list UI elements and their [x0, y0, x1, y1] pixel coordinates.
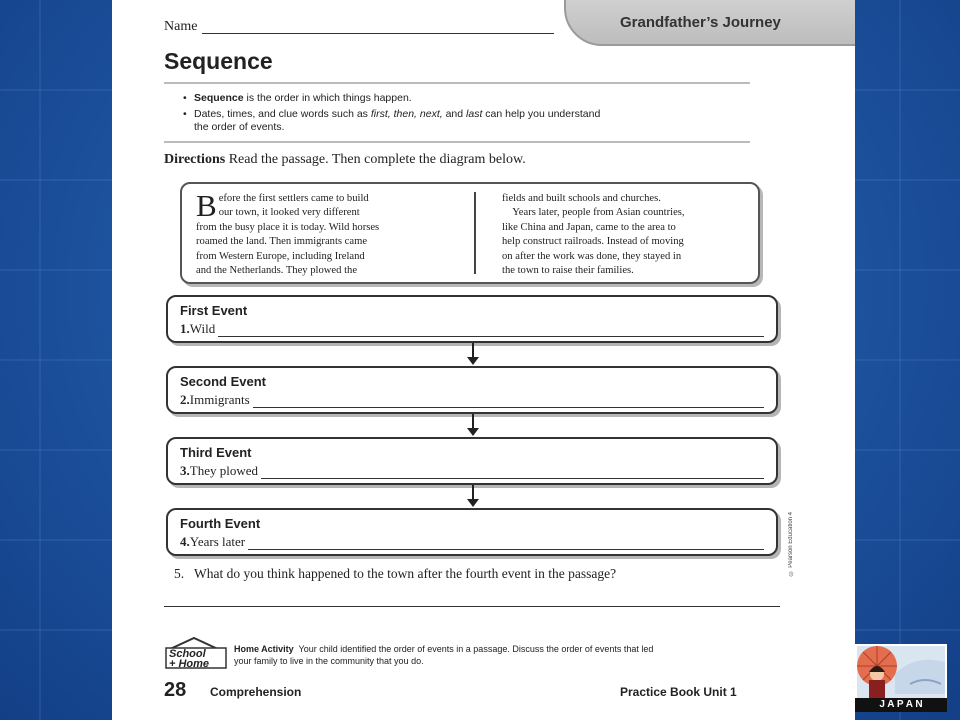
- logo-text-school: School: [169, 648, 206, 660]
- bullet-2-prefix: Dates, times, and clue words such as: [194, 108, 371, 120]
- japan-caption: J A P A N: [879, 699, 923, 710]
- home-activity-text-2: your family to live in the community that you do.: [234, 656, 424, 666]
- answer-blank[interactable]: [248, 537, 764, 550]
- passage-line: Years later, people from Asian countries,: [502, 207, 685, 219]
- clue-word-last: last: [466, 108, 483, 120]
- passage-line: help construct railroads. Instead of moving: [502, 236, 684, 248]
- event-number: 1.: [180, 321, 190, 336]
- event-box-fourth: [166, 508, 778, 556]
- page-number: 28: [164, 679, 187, 701]
- home-activity-label: Home Activity: [234, 644, 294, 654]
- logo-text-home: + Home: [169, 658, 210, 670]
- rule-top: [164, 82, 750, 84]
- page-heading: Sequence: [164, 48, 273, 74]
- event-title: First Event: [180, 303, 248, 318]
- event-starter: Wild: [189, 321, 216, 336]
- bullet-1: [194, 92, 754, 105]
- passage-box: [180, 182, 760, 284]
- passage-line: efore the first settlers came to build: [218, 193, 369, 204]
- event-box-second: [166, 366, 778, 414]
- passage-line: our town, it looked very different: [218, 207, 360, 219]
- clue-word-then: then,: [393, 108, 417, 120]
- event-number: 2.: [180, 392, 190, 407]
- passage-line: roamed the land. Then immigrants came: [196, 236, 368, 248]
- event-number: 3.: [180, 463, 190, 478]
- answer-blank[interactable]: [218, 324, 764, 337]
- passage-line: like China and Japan, came to the area to: [502, 221, 676, 233]
- home-activity: [234, 643, 764, 667]
- question-5-answer-line[interactable]: [164, 606, 780, 607]
- event-title: Fourth Event: [180, 516, 261, 531]
- passage-left-column: [196, 188, 458, 278]
- copyright: © Pearson Education 4: [788, 512, 794, 576]
- clue-word-next: next,: [419, 108, 443, 120]
- passage-line: the town to raise their families.: [502, 265, 634, 277]
- event-answer-line[interactable]: [180, 534, 764, 550]
- event-answer-line[interactable]: [180, 321, 764, 337]
- passage-line: from the busy place it is today. Wild horses: [196, 221, 380, 233]
- directions-text: Read the passage. Then complete the diagram below.: [225, 152, 526, 167]
- arrow-down-icon: [467, 414, 479, 438]
- directions-label: Directions: [164, 152, 226, 167]
- bullet-1-term: Sequence: [194, 92, 244, 104]
- answer-blank[interactable]: [261, 466, 764, 479]
- passage-right-column: [502, 192, 752, 278]
- event-starter: Years later: [189, 534, 246, 549]
- clue-word-first: first,: [370, 108, 391, 120]
- event-number: 4.: [180, 534, 190, 549]
- drop-cap: B: [196, 188, 217, 223]
- event-starter: Immigrants: [189, 392, 250, 407]
- passage-divider: [474, 192, 476, 274]
- bullet-2-sep-3: and: [442, 108, 467, 120]
- passage-line: and the Netherlands. They plowed the: [196, 265, 358, 277]
- question-5: 5. What do you think happened to the town after the fourth event in the passage?: [174, 566, 617, 581]
- event-answer-line[interactable]: [180, 392, 764, 408]
- section-label: Comprehension: [210, 685, 302, 699]
- tab-title: Grandfather’s Journey: [620, 14, 781, 31]
- bullet-2-line-2: the order of events.: [194, 121, 285, 133]
- worksheet-page: [112, 0, 855, 720]
- bullet-1-text: is the order in which things happen.: [243, 92, 412, 104]
- event-box-third: [166, 437, 778, 485]
- japan-corner-image: [855, 644, 947, 712]
- bullet-2: [194, 108, 754, 134]
- answer-blank[interactable]: [253, 395, 764, 408]
- event-answer-line[interactable]: [180, 463, 764, 479]
- home-activity-text-1: Your child identified the order of events in a passage. Discuss the order of events that led: [293, 644, 654, 654]
- rule-bottom: [164, 141, 750, 143]
- name-label: Name: [164, 19, 198, 34]
- event-box-first: [166, 295, 778, 343]
- directions: [164, 152, 526, 168]
- book-label: Practice Book Unit 1: [620, 685, 737, 699]
- passage-line: from Western Europe, including Ireland: [196, 250, 365, 262]
- event-starter: They plowed: [189, 463, 258, 478]
- name-line[interactable]: [202, 33, 554, 34]
- passage-line: on after the work was done, they stayed in: [502, 250, 682, 262]
- bullet-2-suffix: can help you understand: [482, 108, 601, 120]
- event-title: Third Event: [180, 445, 252, 460]
- arrow-down-icon: [467, 485, 479, 509]
- passage-line: fields and built schools and churches.: [502, 193, 661, 204]
- event-title: Second Event: [180, 374, 266, 389]
- arrow-down-icon: [467, 343, 479, 367]
